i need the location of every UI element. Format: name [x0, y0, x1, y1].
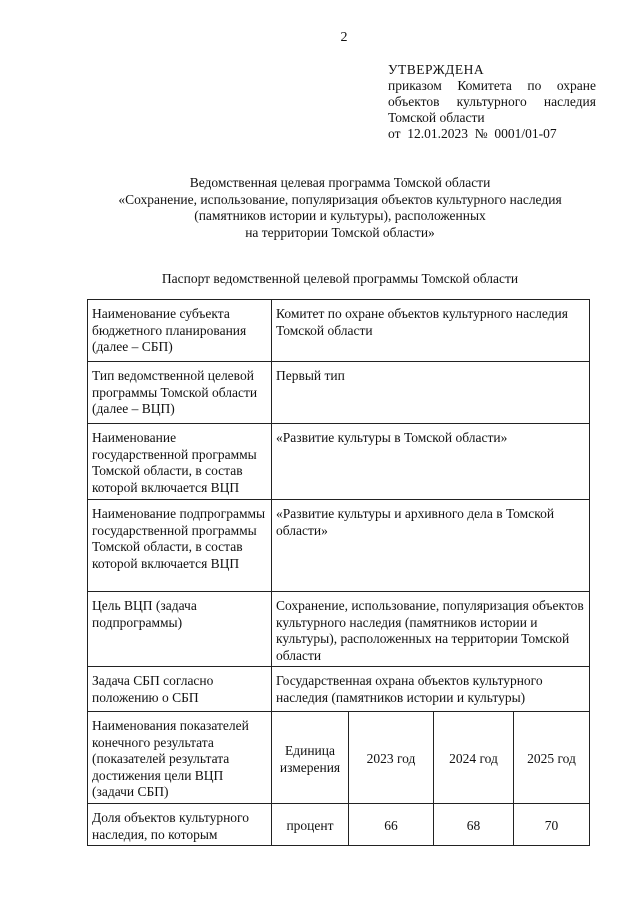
passport-table — [87, 299, 590, 846]
approval-date-line: от 12.01.2023 № 0001/01-07 — [388, 126, 557, 141]
table-row — [88, 300, 590, 362]
row-value: «Развитие культуры и архивного дела в Томской области» — [272, 500, 590, 592]
row-label: Наименование субъекта бюджетного планирования (далее – СБП) — [88, 300, 272, 362]
approval-heading: УТВЕРЖДЕНА — [388, 62, 485, 77]
table-row — [88, 424, 590, 500]
approval-block — [388, 62, 596, 142]
program-title-line-1: Ведомственная целевая программа Томской области — [189, 175, 491, 190]
approval-line-2: объектов культурного наследия — [388, 94, 596, 109]
row-value: Первый тип — [272, 362, 590, 424]
indicator-label: Доля объектов культурного наследия, по которым — [88, 804, 272, 846]
program-title-line-3: (памятников истории и культуры), расположенных — [194, 208, 486, 223]
indicators-header-row — [88, 712, 590, 804]
row-label: Тип ведомственной целевой программы Томской области (далее – ВЦП) — [88, 362, 272, 424]
unit-header: Единица измерения — [272, 712, 349, 804]
year-header-2023: 2023 год — [349, 712, 434, 804]
approval-line-1: приказом Комитета по охране — [388, 78, 596, 93]
indicators-header-label: Наименования показателей конечного результата (показателей результата достижения цели ВЦП (задачи СБП) — [88, 712, 272, 804]
row-value: Комитет по охране объектов культурного наследия Томской области — [272, 300, 590, 362]
row-value: «Развитие культуры в Томской области» — [272, 424, 590, 500]
program-title — [90, 175, 590, 241]
approval-line-3: Томской области — [388, 110, 485, 125]
table-row — [88, 592, 590, 667]
indicator-value-2024: 68 — [434, 804, 514, 846]
program-title-line-4: на территории Томской области» — [245, 224, 435, 240]
passport-title: Паспорт ведомственной целевой программы Томской области — [161, 271, 519, 286]
year-header-2025: 2025 год — [514, 712, 590, 804]
table-row — [88, 667, 590, 712]
program-title-line-2: «Сохранение, использование, популяризация объектов культурного наследия — [118, 191, 562, 207]
row-label: Задача СБП согласно положению о СБП — [88, 667, 272, 712]
row-label: Наименование подпрограммы государственной программы Томской области, в состав которой включается ВЦП — [88, 500, 272, 592]
row-label: Цель ВЦП (задача подпрограммы) — [88, 592, 272, 667]
row-value: Государственная охрана объектов культурного наследия (памятников истории и культуры) — [272, 667, 590, 712]
year-header-2024: 2024 год — [434, 712, 514, 804]
table-row — [88, 500, 590, 592]
indicator-value-2025: 70 — [514, 804, 590, 846]
indicator-value-2023: 66 — [349, 804, 434, 846]
row-value: Сохранение, использование, популяризация объектов культурного наследия (памятников истории и культуры), расположенных на территории Томской области — [272, 592, 590, 667]
indicator-row — [88, 804, 590, 846]
table-row — [88, 362, 590, 424]
page-number: 2 — [340, 30, 348, 45]
indicator-unit: процент — [272, 804, 349, 846]
row-label: Наименование государственной программы Томской области, в состав которой включается ВЦП — [88, 424, 272, 500]
